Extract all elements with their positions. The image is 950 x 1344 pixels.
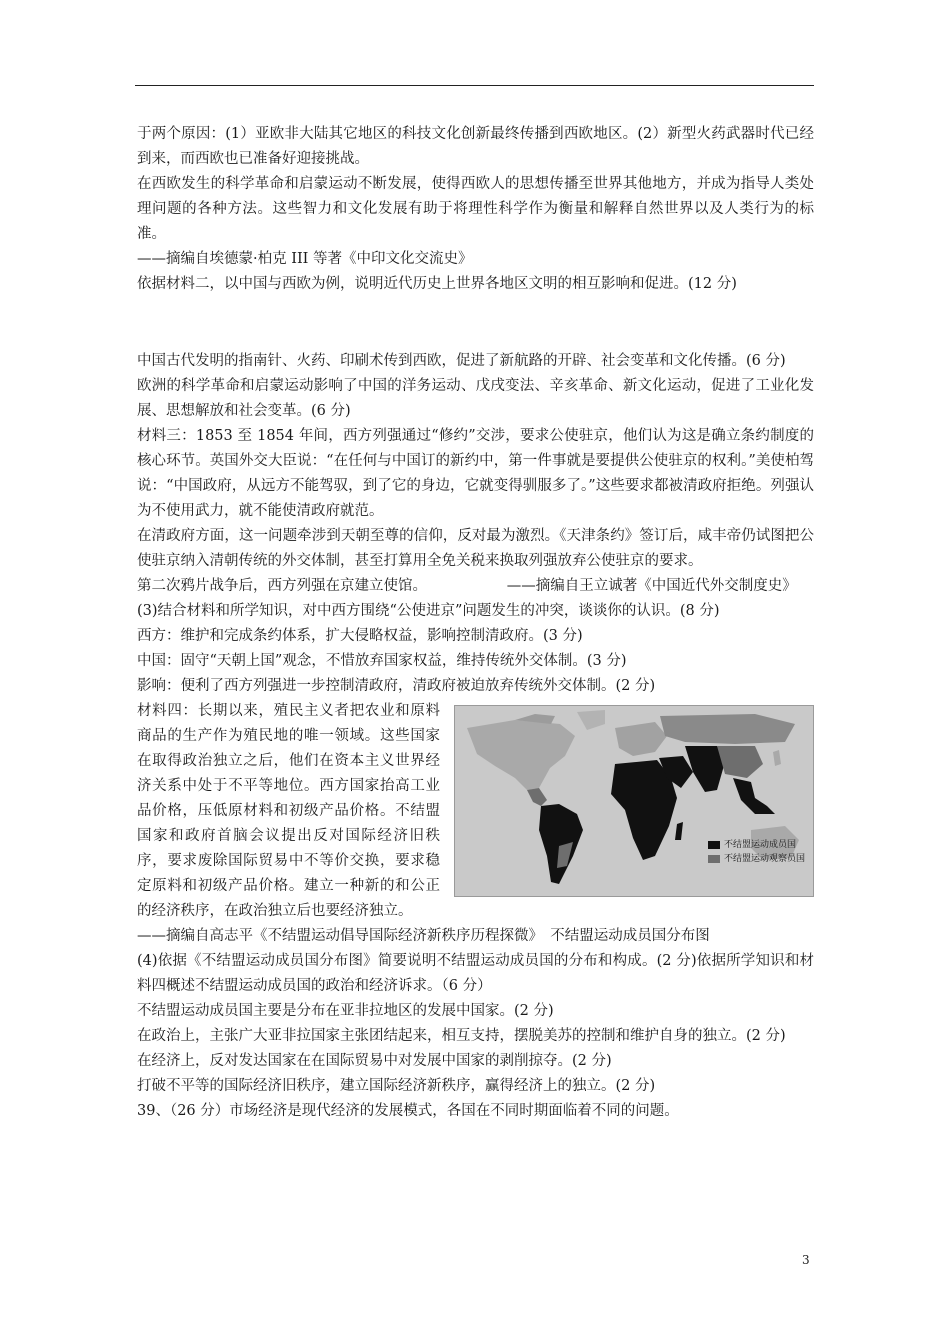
question-39: 39、（26 分）市场经济是现代经济的发展模式，各国在不同时期面临着不同的问题。: [137, 1103, 679, 1119]
paragraph: 在清政府方面，这一问题牵涉到天朝至尊的信仰，反对最为激烈。《天津条约》签订后，咸丰帝仍试图把公使驻京纳入清朝传统的外交体制，甚至打算用全免关税来换取列强放弃公使驻京的要求。: [137, 528, 814, 569]
legend-observer: [708, 852, 805, 866]
answer: 影响：便利了西方列强进一步控制清政府，清政府被迫放弃传统外交体制。(2 分): [137, 678, 656, 694]
header-rule: [135, 85, 814, 86]
world-map-graphic: [455, 706, 813, 896]
answer: 西方：维护和完成条约体系，扩大侵略权益，影响控制清政府。(3 分): [137, 628, 583, 644]
paragraph: 于两个原因：(1）亚欧非大陆其它地区的科技文化创新最终传播到西欧地区。(2）新型火药武器时代已经到来，而西欧也已准备好迎接挑战。: [137, 126, 814, 167]
observer-swatch: [708, 855, 720, 863]
legend-member-label: 不结盟运动成员国: [723, 840, 796, 850]
document-body: [137, 122, 814, 1124]
answer: 在政治上，主张广大亚非拉国家主张团结起来，相互支持，摆脱美苏的控制和维护自身的独立。(2 分): [137, 1028, 786, 1044]
question: 依据材料二，以中国与西欧为例，说明近代历史上世界各地区文明的相互影响和促进。(12 分): [137, 276, 737, 292]
map-legend: [708, 838, 805, 866]
answer: 中国古代发明的指南针、火药、印刷术传到西欧，促进了新航路的开辟、社会变革和文化传播。(6 分): [137, 353, 786, 369]
citation: ——摘编自埃德蒙·柏克 III 等著《中印文化交流史》: [137, 251, 473, 267]
nam-world-map: [454, 705, 814, 897]
paragraph: 在西欧发生的科学革命和启蒙运动不断发展，使得西欧人的思想传播至世界其他地方，并成为指导人类处理问题的各种方法。这些智力和文化发展有助于将理性科学作为衡量和解释自然世界以及人类行为的标准。: [137, 176, 814, 242]
answer-gap: [137, 297, 814, 349]
answer: 打破不平等的国际经济旧秩序，建立国际经济新秩序，赢得经济上的独立。(2 分): [137, 1078, 656, 1094]
member-swatch: [708, 841, 720, 849]
legend-member: [708, 838, 805, 852]
question: (3)结合材料和所学知识，对中西方围绕“公使进京”问题发生的冲突，谈谈你的认识。(8 分): [137, 603, 720, 619]
legend-observer-label: 不结盟运动观察员国: [723, 854, 805, 864]
answer: 中国：固守“天朝上国”观念，不惜放弃国家权益，维持传统外交体制。(3 分): [137, 653, 627, 669]
question: (4)依据《不结盟运动成员国分布图》简要说明不结盟运动成员国的分布和构成。(2 分)依据所学知识和材料四概述不结盟运动成员国的政治和经济诉求。（6 分）: [137, 953, 814, 994]
page-number: 3: [802, 1253, 810, 1267]
citation: ——摘编自高志平《不结盟运动倡导国际经济新秩序历程探微》 不结盟运动成员国分布图: [137, 928, 710, 944]
material-three: 材料三：1853 至 1854 年间，西方列强通过“修约”交涉，要求公使驻京，他们认为这是确立条约制度的核心环节。英国外交大臣说：“在任何与中国订的新约中，第一件事就是要提供公使驻京的权利。”美使柏驾说：“中国政府，从远方不能驾驭，到了它的身边，它就变得驯服多了。”这些要求都被清政府拒绝。列强认为不使用武力，就不能使清政府就范。: [137, 428, 814, 519]
answer: 不结盟运动成员国主要是分布在亚非拉地区的发展中国家。(2 分): [137, 1003, 554, 1019]
answer: 在经济上，反对发达国家在在国际贸易中对发展中国家的剥削掠夺。(2 分): [137, 1053, 612, 1069]
material-four: 材料四：长期以来，殖民主义者把农业和原料商品的生产作为殖民地的唯一领域。这些国家在取得政治独立之后，他们在资本主义世界经济关系中处于不平等地位。西方国家抬高工业品价格，压低原材料和初级产品价格。不结盟国家和政府首脑会议提出反对国际经济旧秩序，要求废除国际贸易中不等价交换，要求稳定原料和初级产品价格。建立一种新的和公正的经济秩序，在政治独立后也要经济独立。: [137, 703, 440, 919]
citation: 第二次鸦片战争后，西方列强在京建立使馆。 ——摘编自王立诚著《中国近代外交制度史》: [137, 578, 797, 594]
answer: 欧洲的科学革命和启蒙运动影响了中国的洋务运动、戊戌变法、辛亥革命、新文化运动，促进了工业化发展、思想解放和社会变革。(6 分): [137, 378, 814, 419]
